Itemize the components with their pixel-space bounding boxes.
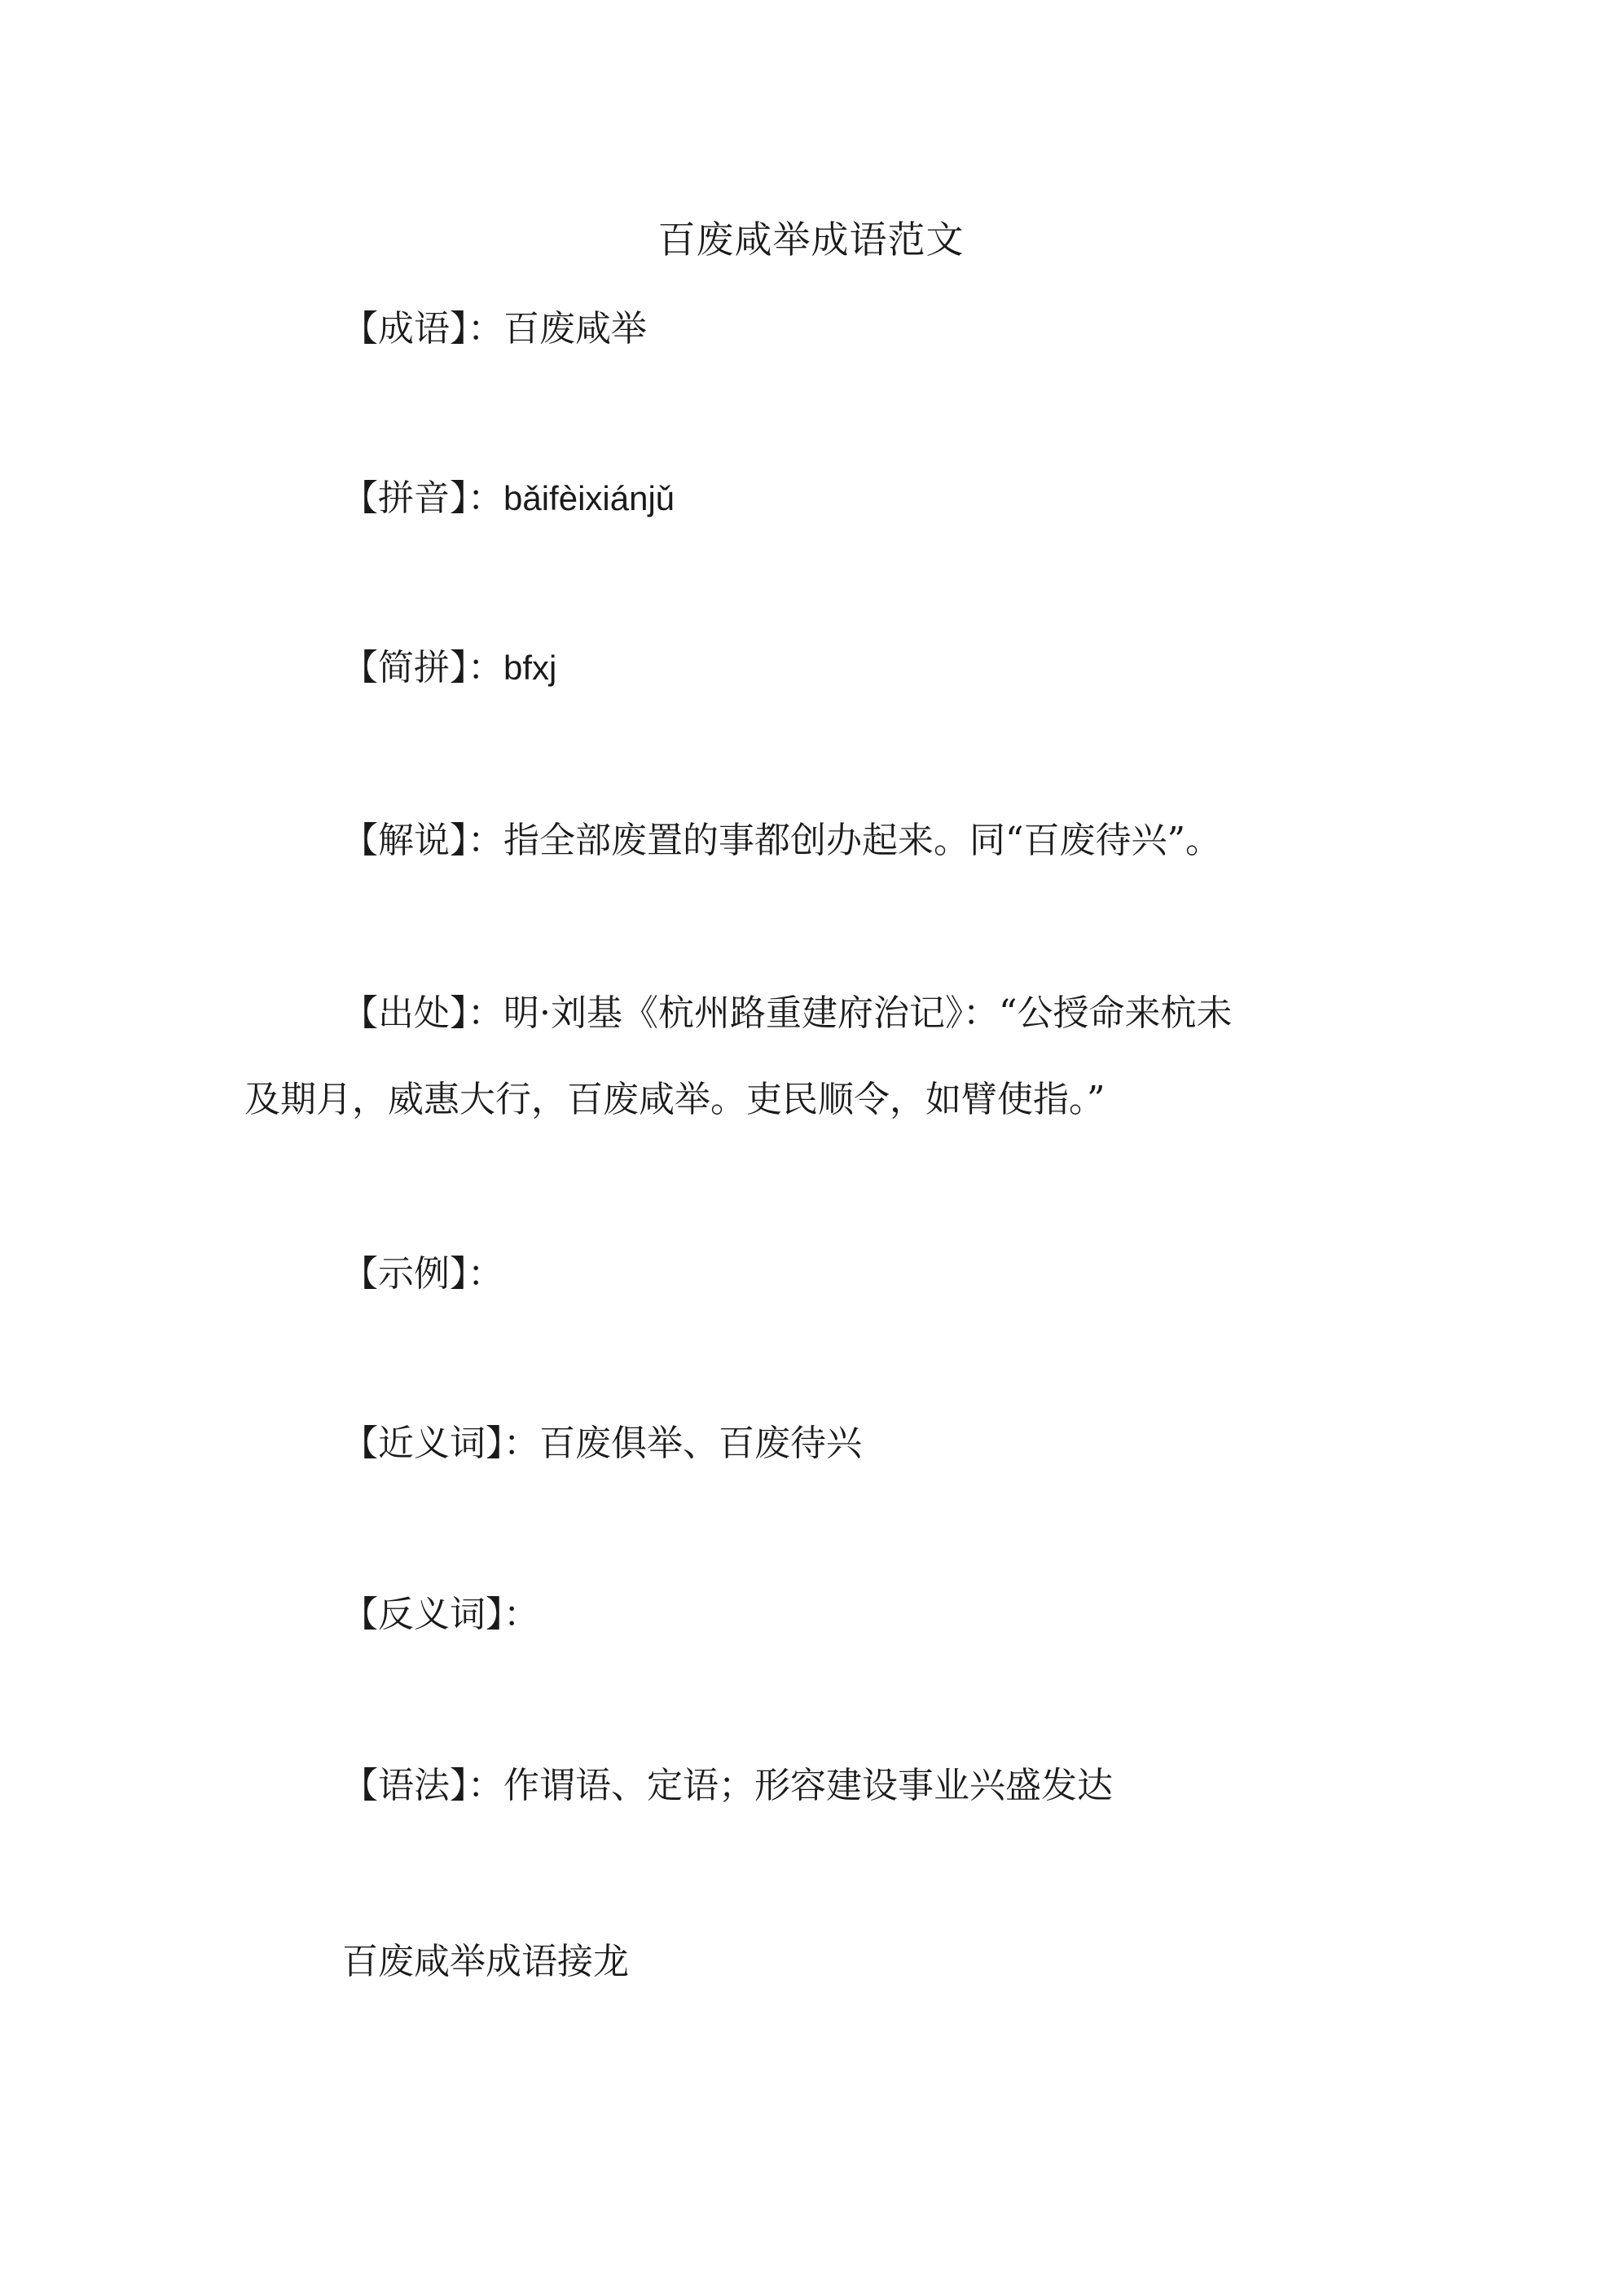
entry-separator: ： <box>468 647 503 688</box>
entry-value-line2: 及期月，威惠大行，百废咸举。吏民顺令，如臂使指。” <box>244 1079 1106 1120</box>
entry-value: 指全部废置的事都创办起来。同“百废待兴”。 <box>503 820 1221 861</box>
entry-value: bfxj <box>503 649 557 687</box>
entry-separator: ： <box>468 1253 503 1295</box>
entry-key: 【拼音】 <box>342 477 468 519</box>
entry-value: 百废俱举、百废待兴 <box>539 1423 862 1464</box>
entry-explanation <box>342 815 1221 867</box>
document-title: 百废咸举成语范文 <box>657 218 965 262</box>
entry-value: bǎifèixiánjǔ <box>503 479 675 517</box>
entry-antonyms <box>342 1589 539 1641</box>
entry-source-continuation <box>244 1074 1106 1126</box>
entry-key: 【成语】 <box>342 308 468 350</box>
entry-key: 【近义词】 <box>342 1423 503 1464</box>
entry-key: 【示例】 <box>342 1253 468 1295</box>
entry-separator: ： <box>503 1423 539 1464</box>
entry-grammar <box>342 1760 1113 1812</box>
entry-key: 【简拼】 <box>342 647 468 688</box>
entry-synonyms <box>342 1418 862 1470</box>
entry-value: 作谓语、定语；形容建设事业兴盛发达 <box>503 1765 1113 1806</box>
entry-separator: ： <box>503 1594 539 1635</box>
entry-idiom <box>342 303 647 355</box>
entry-pinyin <box>342 473 675 525</box>
entry-key: 【反义词】 <box>342 1594 503 1635</box>
entry-key: 【解说】 <box>342 820 468 861</box>
entry-separator: ： <box>468 1765 503 1806</box>
entry-separator: ： <box>468 477 503 519</box>
entry-value-line1: 明·刘基《杭州路重建府治记》：“公授命来杭未 <box>503 992 1233 1034</box>
entry-key: 【语法】 <box>342 1765 468 1806</box>
entry-source <box>342 987 1232 1040</box>
entry-example <box>342 1248 503 1300</box>
entry-separator: ： <box>468 820 503 861</box>
entry-separator: ： <box>468 308 503 350</box>
entry-value: 百废咸举 <box>503 308 647 350</box>
entry-key: 【出处】 <box>342 992 468 1034</box>
entry-separator: ： <box>468 992 503 1034</box>
section-heading: 百废咸举成语接龙 <box>342 1941 629 1982</box>
entry-abbreviation <box>342 642 556 694</box>
